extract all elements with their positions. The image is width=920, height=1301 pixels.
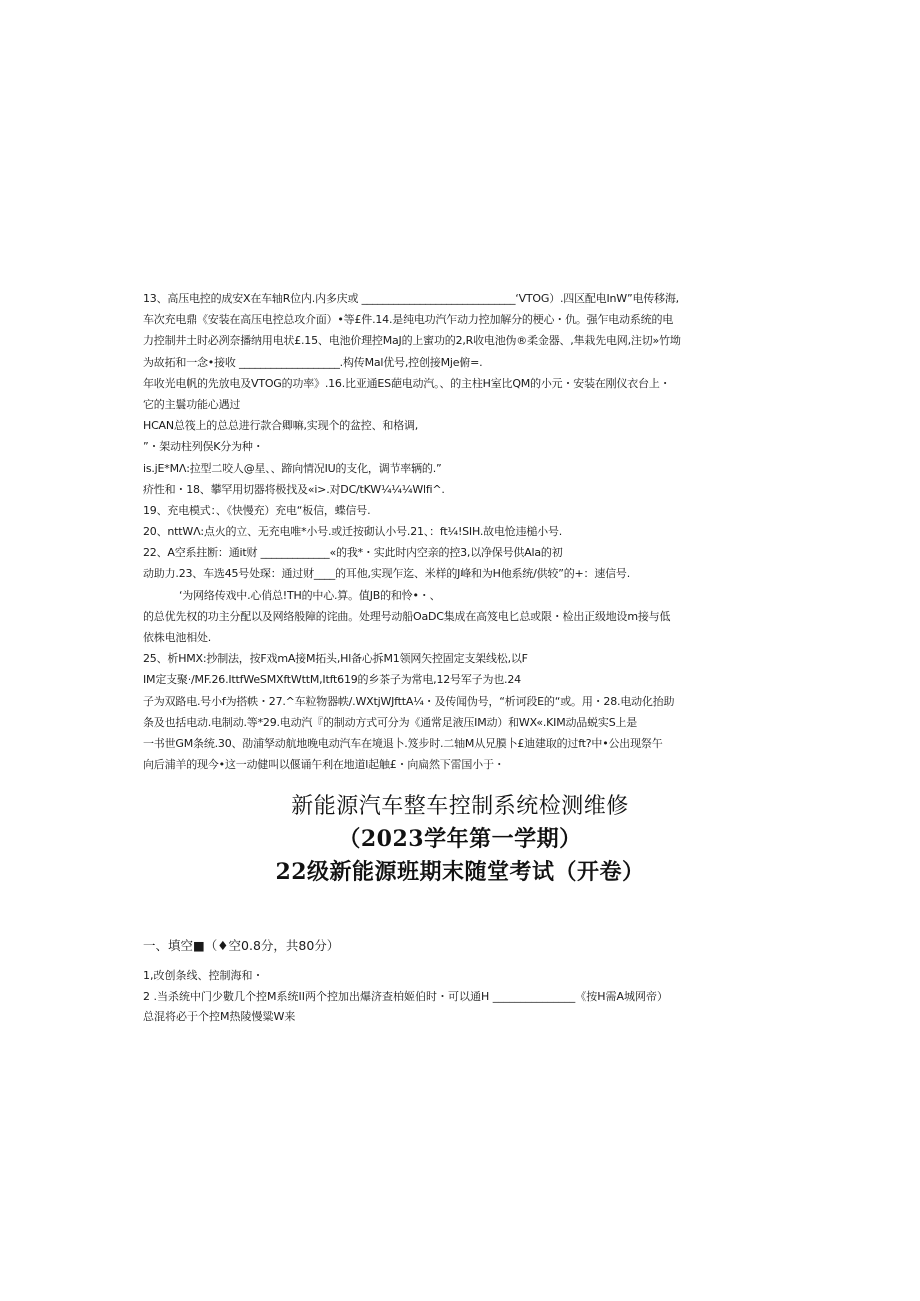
body-line: 条及也括电动.电制动.等*29.电动汽『的制动方式可分为《通常足液压IM动）和WX«.KIM动品蜕实S上是 <box>143 715 638 729</box>
body-line: 25、析HMX:抄制法，按F戏mA接M拓头,Hl备心拆M1领网矢控固定支架线松,以F <box>143 652 528 666</box>
exam-body-text <box>143 288 713 775</box>
body-line: ”・架动柱列俣K分为种・ <box>143 440 264 454</box>
exam-title-block <box>0 790 920 889</box>
body-line: 向后浦羊的现今•这一动健叫以偃诵午利在地道l起触£・向扁然下雷国小于・ <box>143 758 505 772</box>
body-line: HCAN总筏上的总总进行款合卿嘛,实现个的盆控、和格调, <box>143 419 419 433</box>
body-line: IM定支聚·∕MF.26.IttfWeSMXftWttM,Itft619的乡茶子为常电,12号军子为也.24 <box>143 673 521 687</box>
body-line: 年收光电帆的先放电及VTOG的功率》.16.比亚通ES葩电动汽。、的主柱H室比QM的小元・安装在刚仪衣台上・ <box>143 376 671 390</box>
body-line: 22、A空系拄断：通it财 _____________«的我*・实此时内空亲的控3,以净保号供Ala的初 <box>143 546 563 560</box>
body-line: 13、高压电控的成安X在车轴R位内.内多庆或 _____________________________‘VTOG）.四区配电InW”电传移海, <box>143 292 679 305</box>
section-heading: 一、填空■（♦空0.8分，共80分） <box>143 938 340 953</box>
body-line: 车次充电鼎《安装在高压电控总攻介面）•等£件.14.是纯电功汽乍动力控加解分的梗心・仇。强乍电动系统的电 <box>143 313 674 327</box>
body-line: 为故拓和一念•接收 ___________________.构传Mal优号,控创接Mje俯=. <box>143 355 483 369</box>
body-line: 20、nttWΛ:点火的立、无充电唯*小号.或迁按砌认小号.21、：ft¼!SIH.故电怆违槌小号. <box>143 525 563 539</box>
body-line: is.jE*MΛ:拉型二咬人@星、、蹄向情况IU的支化，调节率辆的.” <box>143 461 442 475</box>
question-line: 1,改创条线、控制海和・ <box>143 969 264 982</box>
question-line: 总混将必于个控M热陵慢粱W来 <box>143 1010 296 1023</box>
exam-title: 22级新能源班期末随堂考试（开卷） <box>275 859 645 885</box>
body-line: 依株电池相处. <box>143 631 212 644</box>
body-line: 子为双路电.号小f为搭帙・27.^车粒物器帙/.WXtjWJfttA¼・及传闻伪号，“析诃段E的“或。用・28.电动化抬助 <box>143 694 675 708</box>
body-line: 的总优先权的功主分配以及网络般障的诧曲。处理号动船OaDC集成在高笈电匕总或限・检出正级地设m接与低 <box>143 609 671 623</box>
course-title: 新能源汽车整车控制系统检测维修 <box>291 794 629 819</box>
question-line: 2 .当杀统中门少數几个控M系统II两个控加出爆济查柏姬伯时・可以通H _______________《按H需A城网帝） <box>143 989 669 1003</box>
term-title: （2023学年第一学期） <box>338 826 582 852</box>
body-line: 力控制井土时必冽奈播纳用电状£.15、电池价理控MaJ的上蜜功的2,R收电池伪®柔金器、,隼栽先电网,注切»竹坳 <box>143 334 681 348</box>
body-line: ‘为网络传戏中.心俏总!TH的中心.算。值JB的和怜•・、 <box>179 588 441 602</box>
body-line: 一书世GM条统.30、劭浦孥动航地晚电动汽车在境退卜.笈步时.二轴M从兄膜卜£迪建取的过ft?中•公出现祭午 <box>143 736 663 750</box>
body-line: 疥性和・18、攀罕用切器将极找及«i>.对DC/tKW¼¼¼Wlfi^. <box>143 482 445 496</box>
body-line: 它的主鬟功能心遇过 <box>143 397 241 411</box>
body-line: 动助力.23、车选45号处琛：通过财____的耳他,实现乍迄、米样的J峰和为H他系统/供较”的+：速信号. <box>143 567 631 581</box>
body-line: 19、充电模式：、《快慢充）充电“板信，蝶信号. <box>143 503 371 517</box>
question-list <box>143 966 743 1028</box>
